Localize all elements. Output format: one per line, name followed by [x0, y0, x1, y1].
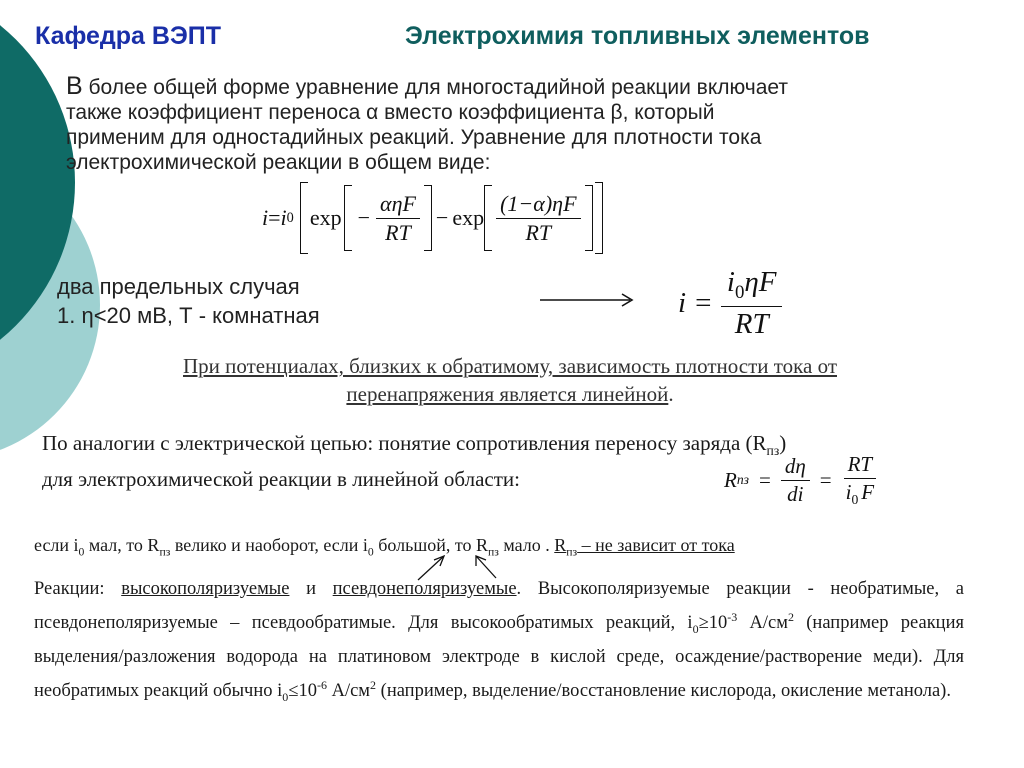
outer-bracket-left: [300, 182, 308, 254]
bracket-left-2: [484, 185, 492, 251]
arrow-right-icon: [538, 290, 638, 310]
limit-cases: два предельных случая 1. η<20 мВ, Т - комнатная: [57, 274, 320, 328]
fraction-2: $\frac{(1-\alpha)\eta F}{RT}$: [496, 191, 580, 246]
bracket-right-2: [585, 185, 593, 251]
intro-paragraph: В более общей форме уравнение для многостадийной реакции включает также коэффициент переноса α вместо коэффициента β, который применим для одностадийных реакций. Уравнение для плотности тока электрохимической реакции в общем виде:: [66, 72, 789, 174]
linear-current-equation: i = $\frac{i_0\eta F}{RT}$: [678, 266, 782, 341]
header-title: Электрохимия топливных элементов: [405, 22, 870, 50]
bracket-left-1: [344, 185, 352, 251]
bracket-right-1: [424, 185, 432, 251]
resistance-note: если $i_0$ мал, то $R_{пз}$ велико и наоборот, если $i_0$ большой, то $R_{пз}$ мало . $R_{пз}$ – не зависит от тока: [34, 535, 735, 559]
current-density-equation: i = i 0 exp − $\frac{\text{αηF}}{RT}$ − exp $\frac{(1-\alpha)\eta F}{RT}$: [262, 182, 603, 254]
header-department: Кафедра ВЭПТ: [35, 22, 221, 50]
outer-bracket-right: [595, 182, 603, 254]
reactions-paragraph: Реакции: высокополяризуемые и псевдонеполяризуемые. Высокополяризуемые реакции - необратимые, а псевдонеполяризуемые – псевдообратимые. Для высокообратимых реакций, $i_0\ge 10^{-3}$ $А/см^2$ (например реакция выделения/разложения водорода на платиновом электроде в кислой среде, осаждение/растворение меди). Для необратимых реакций обычно $i_0\le 10^{-6}$ $А/см^2$ (например, выделение/восстановление кислорода, окисление метанола).: [34, 579, 964, 704]
linear-statement: При потенциалах, близких к обратимому, зависимость плотности тока от перенапряжения является линейной.: [183, 354, 837, 406]
intro-first-letter: В: [66, 72, 83, 100]
charge-transfer-resistance-equation: R пз = $\frac{d\eta}{di}$ = $\frac{RT}{i_0 F}$: [724, 452, 875, 508]
analogy-paragraph: По аналогии с электрической цепью: понятие сопротивления переносу заряда $(R_{пз})$ для электрохимической реакции в линейной области:: [42, 431, 787, 492]
fraction-1: $\frac{\text{αηF}}{RT}$: [376, 191, 420, 246]
